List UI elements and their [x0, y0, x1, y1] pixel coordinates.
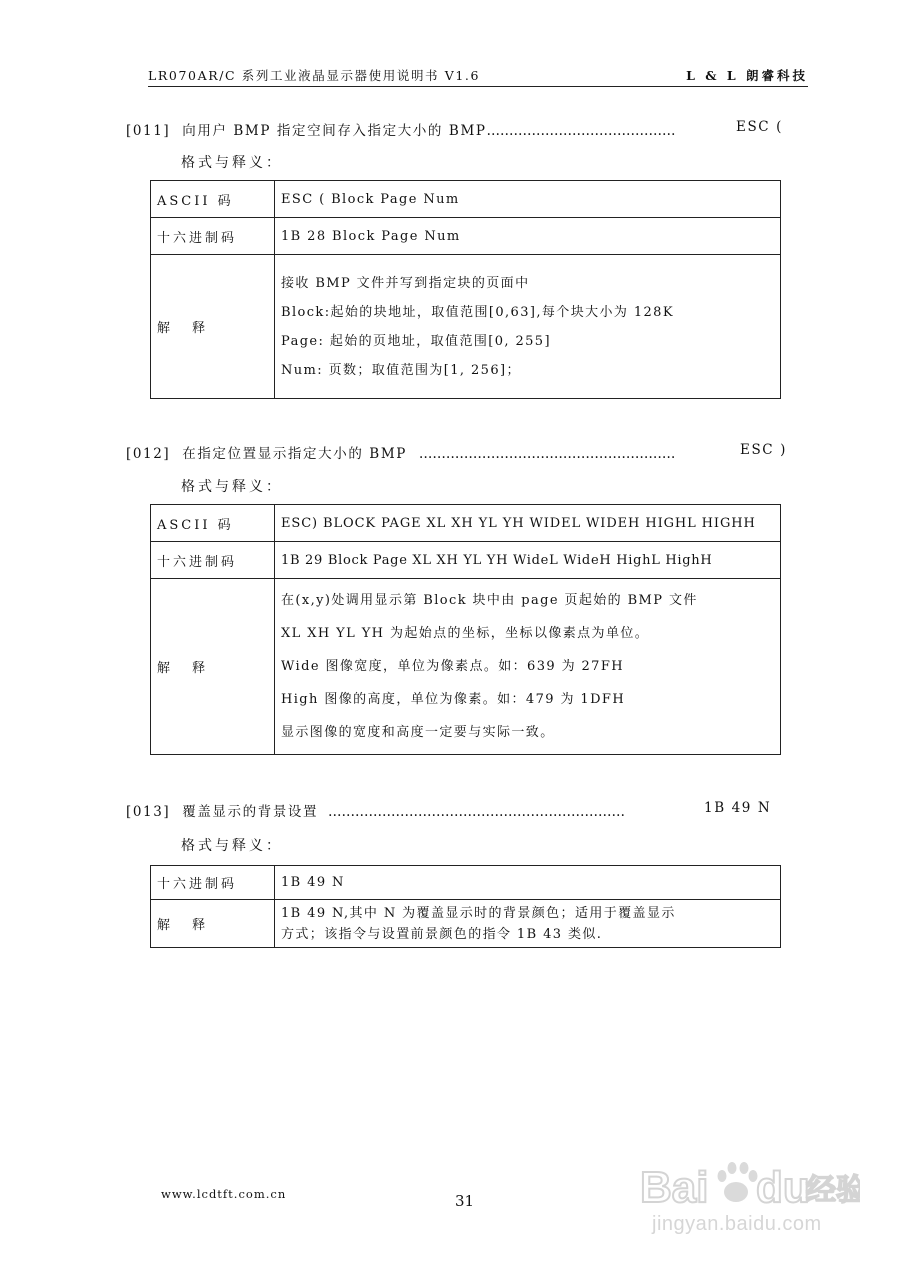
- ascii-label: ASCII 码: [151, 181, 275, 218]
- svg-text:经验: 经验: [806, 1173, 860, 1208]
- company-name: L & L 朗睿科技: [686, 68, 808, 83]
- hex-label: 十六进制码: [151, 542, 275, 579]
- hex-value: 1B 28 Block Page Num: [275, 218, 781, 255]
- document-title: LR070AR/C 系列工业液晶显示器使用说明书 V1.6: [148, 68, 481, 83]
- section-heading: 在指定位置显示指定大小的 BMP: [182, 446, 407, 462]
- page-number: 31: [455, 1192, 475, 1210]
- watermark-url: jingyan.baidu.com: [652, 1213, 822, 1235]
- section-heading: 向用户 BMP 指定空间存入指定大小的 BMP: [182, 123, 487, 139]
- explain-line: 1B 49 N,其中 N 为覆盖显示时的背景颜色；适用于覆盖显示: [281, 905, 676, 921]
- explain-label: 解 释: [151, 255, 275, 399]
- section-id: [012]: [126, 446, 171, 462]
- paw-logo-icon: [640, 1152, 860, 1212]
- baidu-jingyan-watermark-logo: [640, 1152, 860, 1212]
- table-row: [151, 505, 781, 542]
- format-label: 格式与释义：: [181, 479, 283, 495]
- table-row: [151, 866, 781, 900]
- svg-text:Bai: Bai: [640, 1163, 709, 1212]
- explain-label: 解 释: [151, 900, 275, 948]
- section-heading: 覆盖显示的背景设置: [182, 804, 319, 820]
- explain-line: Block:起始的块地址，取值范围[0,63],每个块大小为 128K: [281, 304, 674, 320]
- explain-line: 方式；该指令与设置前景颜色的指令 1B 43 类似.: [281, 926, 603, 942]
- table-row: [151, 542, 781, 579]
- leader-dots: …………………………………………………: [418, 446, 676, 462]
- command-table-013: [150, 865, 781, 948]
- format-label: 格式与释义：: [181, 838, 283, 854]
- explain-line: Num: 页数；取值范围为[1, 256]；: [281, 362, 521, 378]
- section-command: ESC (: [736, 119, 783, 135]
- ascii-value: ESC ( Block Page Num: [275, 181, 781, 218]
- explain-line: Wide 图像宽度，单位为像素点。如：639 为 27FH: [281, 659, 625, 674]
- leader-dots: …………………………………………………………: [328, 804, 626, 820]
- explain-cell: [275, 900, 781, 948]
- explain-cell: [275, 255, 781, 399]
- ascii-value: ESC) BLOCK PAGE XL XH YL YH WIDEL WIDEH HIGHL HIGHH: [275, 505, 781, 542]
- explain-line: 在(x,y)处调用显示第 Block 块中由 page 页起始的 BMP 文件: [281, 593, 698, 608]
- svg-text:du: du: [756, 1163, 810, 1212]
- explain-cell: [275, 579, 781, 755]
- table-row: [151, 218, 781, 255]
- table-row: [151, 900, 781, 948]
- section-012-title: [126, 442, 806, 462]
- page-header: [148, 64, 808, 87]
- section-013-title: [126, 800, 806, 820]
- section-id: [013]: [126, 804, 171, 820]
- explain-line: 接收 BMP 文件并写到指定块的页面中: [281, 275, 530, 291]
- section-command: ESC ): [740, 442, 787, 458]
- hex-label: 十六进制码: [151, 218, 275, 255]
- hex-label: 十六进制码: [151, 866, 275, 900]
- explain-line: XL XH YL YH 为起始点的坐标，坐标以像素点为单位。: [281, 626, 650, 641]
- command-table-011: [150, 180, 781, 399]
- explain-label: 解 释: [151, 579, 275, 755]
- ascii-label: ASCII 码: [151, 505, 275, 542]
- section-011-title: [126, 119, 806, 139]
- section-command: 1B 49 N: [704, 800, 772, 816]
- format-label: 格式与释义：: [181, 155, 283, 171]
- explain-line: 显示图像的宽度和高度一定要与实际一致。: [281, 725, 555, 740]
- section-id: [011]: [126, 123, 171, 139]
- command-table-012: [150, 504, 781, 755]
- hex-value: 1B 49 N: [275, 866, 781, 900]
- hex-value: 1B 29 Block Page XL XH YL YH WideL WideH HighL HighH: [275, 542, 781, 579]
- explain-line: High 图像的高度，单位为像素。如：479 为 1DFH: [281, 692, 626, 707]
- table-row: [151, 255, 781, 399]
- footer-url: www.lcdtft.com.cn: [161, 1187, 287, 1201]
- leader-dots: ……………………………………: [486, 123, 676, 139]
- explain-line: Page: 起始的页地址，取值范围[0, 255]: [281, 333, 551, 349]
- table-row: [151, 579, 781, 755]
- table-row: [151, 181, 781, 218]
